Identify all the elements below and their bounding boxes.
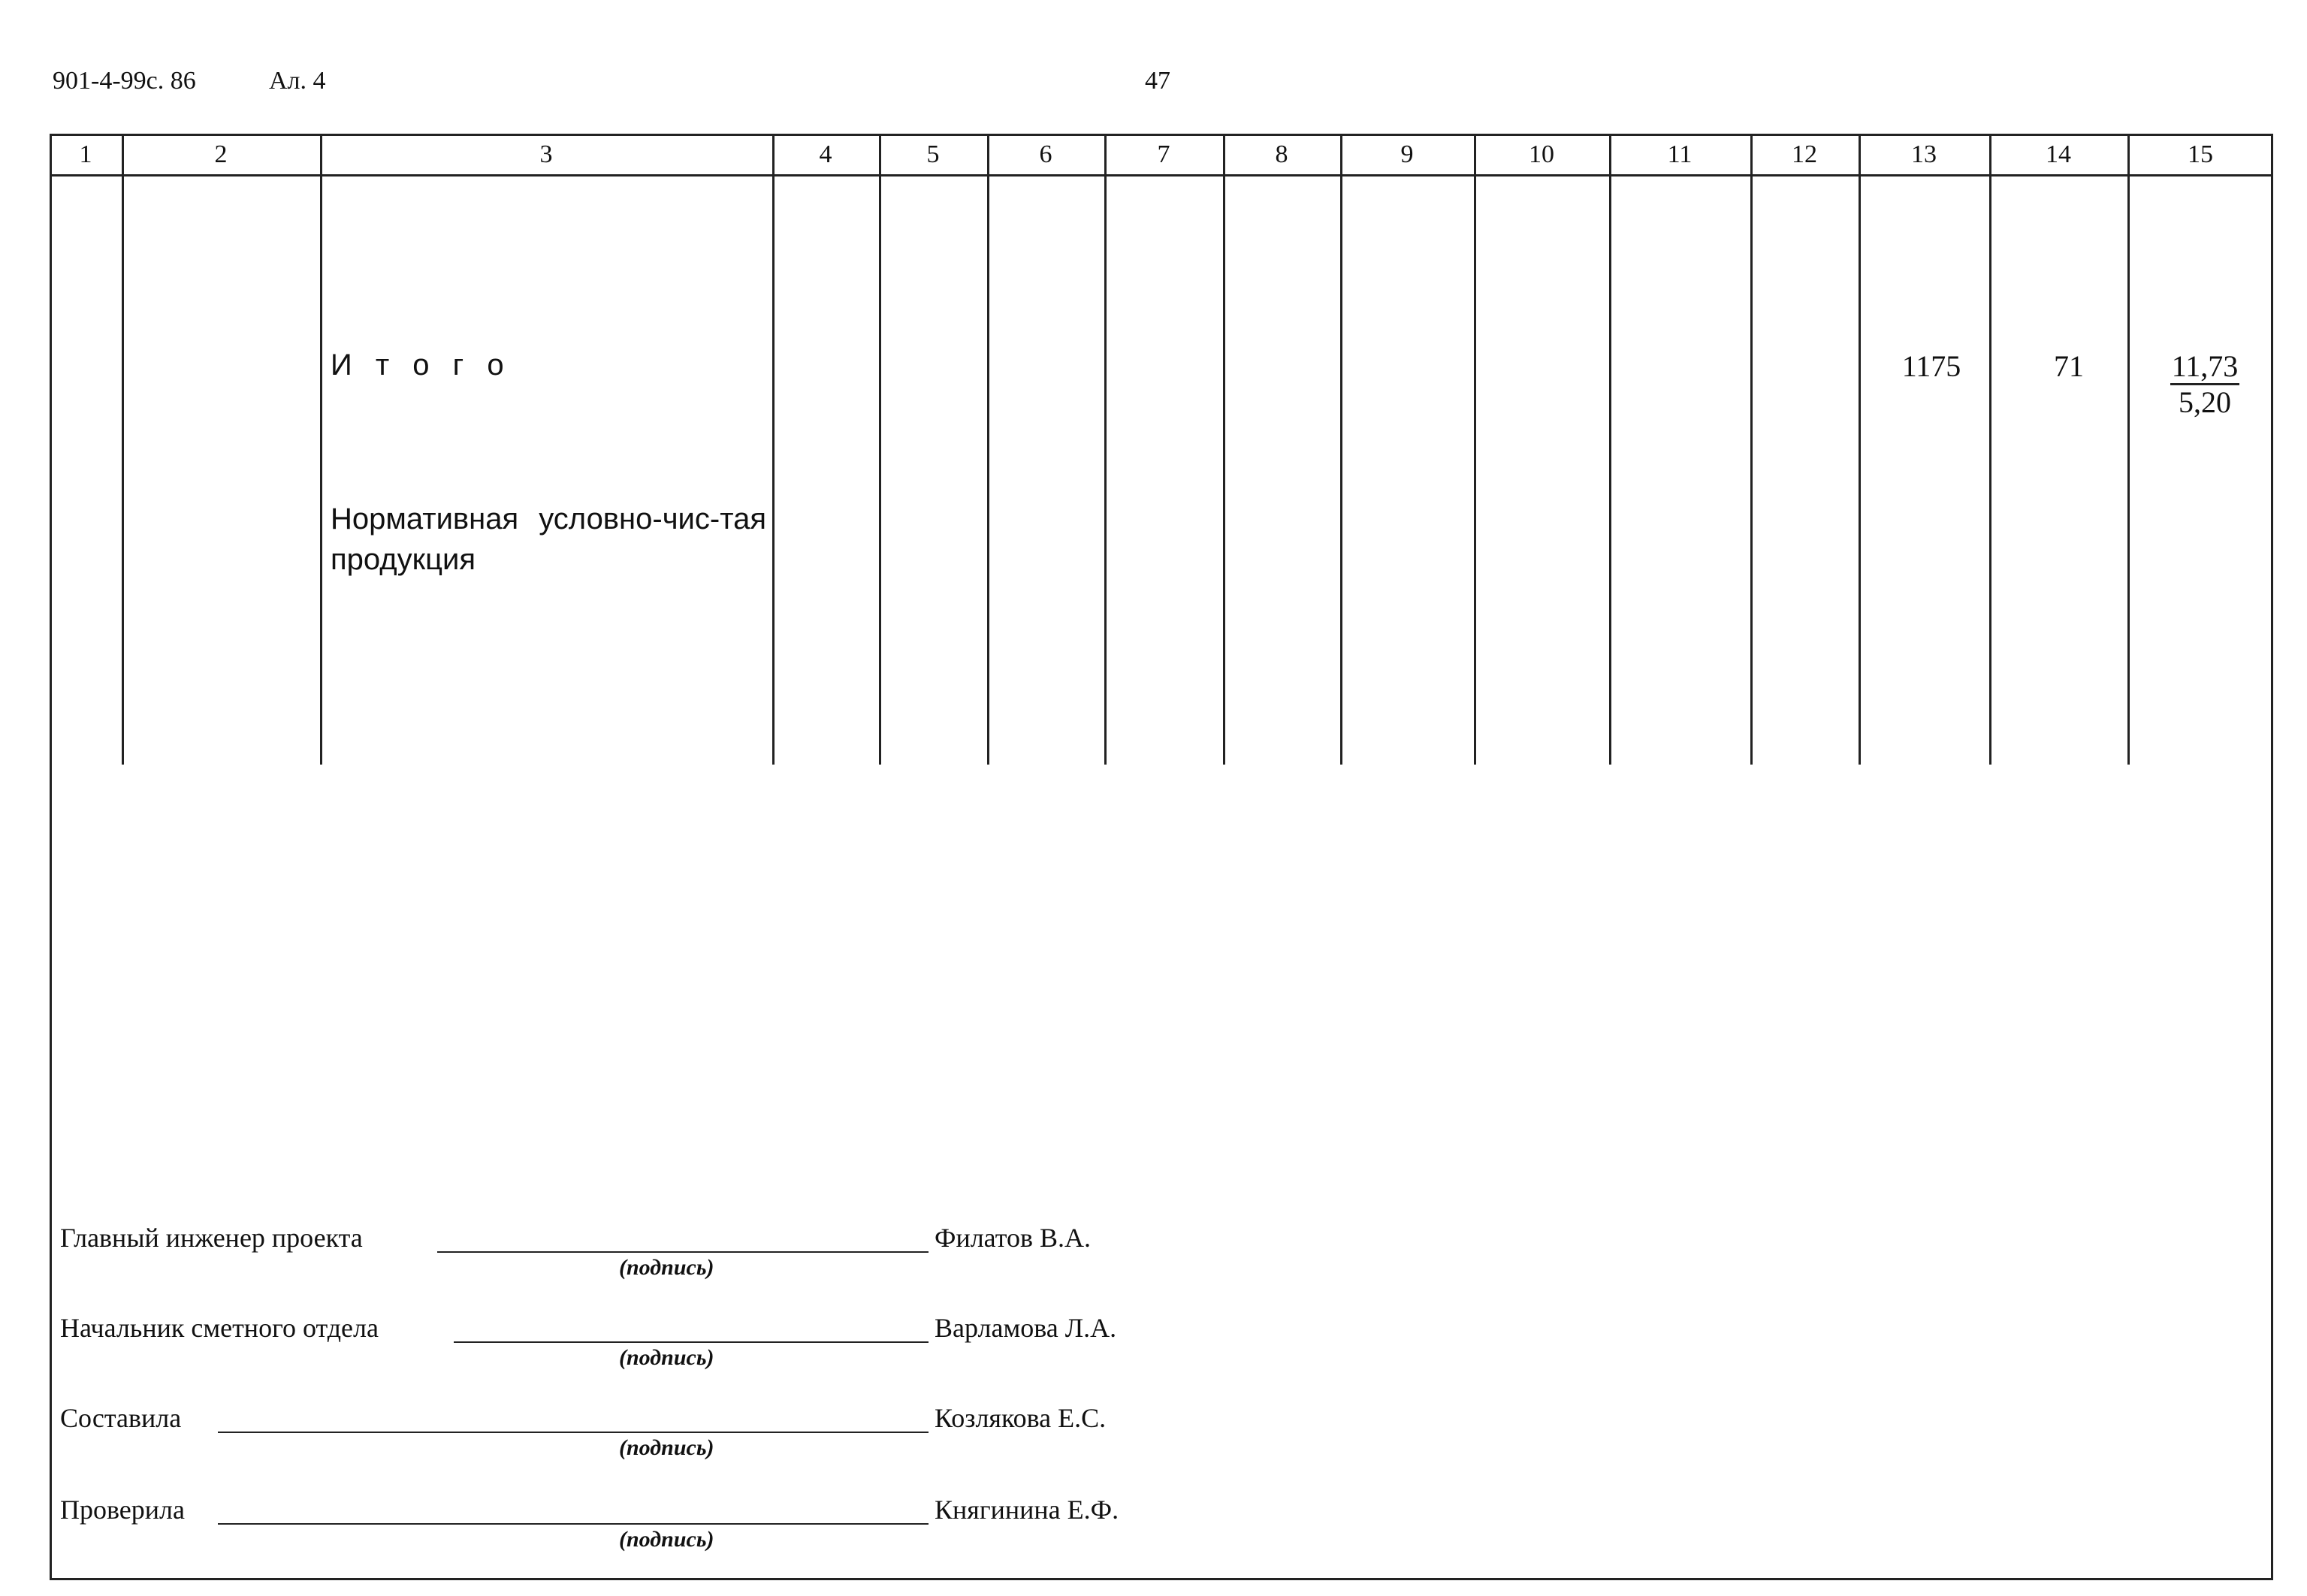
column-divider	[1223, 134, 1225, 765]
document-code: 901-4-99с. 86	[53, 67, 196, 95]
column-divider	[1340, 134, 1342, 765]
fraction-denominator: 5,20	[2179, 385, 2231, 419]
column-divider	[1104, 134, 1107, 765]
signature-row-estimates-head	[60, 1311, 1262, 1394]
total-value-col13: 1175	[1901, 349, 1961, 383]
normative-product-label: Нормативная условно-чис-тая продукция	[331, 502, 766, 576]
column-header-13: 13	[1911, 140, 1937, 168]
signature-row-compiled-by	[60, 1401, 1262, 1484]
column-header-15: 15	[2188, 140, 2213, 168]
column-divider	[1609, 134, 1611, 765]
column-divider	[987, 134, 989, 765]
signature-caption: (подпись)	[619, 1527, 714, 1552]
signature-caption: (подпись)	[619, 1255, 714, 1280]
column-header-12: 12	[1792, 140, 1817, 168]
column-header-9: 9	[1400, 140, 1414, 168]
header-row-divider	[50, 174, 2273, 176]
signatory-name: Княгинина Е.Ф.	[935, 1495, 1119, 1525]
signature-role: Проверила	[60, 1495, 185, 1525]
sheet-label: Ал. 4	[269, 67, 326, 95]
total-value-col15-fraction	[2156, 348, 2254, 421]
column-header-10: 10	[1529, 140, 1554, 168]
column-header-2: 2	[214, 140, 228, 168]
column-header-5: 5	[926, 140, 940, 168]
signature-line	[437, 1251, 929, 1253]
signature-caption: (подпись)	[619, 1345, 714, 1370]
signatory-name: Варламова Л.А.	[935, 1313, 1117, 1343]
signature-role: Составила	[60, 1403, 182, 1433]
signature-role: Главный инженер проекта	[60, 1223, 363, 1253]
column-divider	[772, 134, 775, 765]
column-header-14: 14	[2046, 140, 2071, 168]
column-divider	[1474, 134, 1476, 765]
column-divider	[1750, 134, 1753, 765]
signature-row-checked-by	[60, 1493, 1262, 1576]
signature-row-chief-engineer	[60, 1221, 1262, 1304]
total-row-label: И т о г о	[331, 348, 512, 382]
column-header-8: 8	[1275, 140, 1288, 168]
column-header-7: 7	[1157, 140, 1170, 168]
column-header-6: 6	[1039, 140, 1052, 168]
column-divider	[320, 134, 322, 765]
column-divider	[1989, 134, 1991, 765]
fraction-numerator: 11,73	[2170, 349, 2240, 385]
signature-line	[454, 1341, 929, 1343]
column-divider	[1859, 134, 1861, 765]
page-number: 47	[1145, 67, 1170, 95]
signatory-name: Филатов В.А.	[935, 1223, 1091, 1253]
column-header-4: 4	[819, 140, 832, 168]
signatory-name: Козлякова Е.С.	[935, 1403, 1107, 1433]
column-divider	[879, 134, 881, 765]
column-divider	[122, 134, 124, 765]
signature-line	[218, 1432, 929, 1433]
column-header-11: 11	[1667, 140, 1693, 168]
signature-role: Начальник сметного отдела	[60, 1313, 379, 1343]
total-value-col14: 71	[2054, 349, 2084, 383]
signature-line	[218, 1523, 929, 1525]
column-divider	[2127, 134, 2130, 765]
column-header-3: 3	[539, 140, 553, 168]
column-header-1: 1	[79, 140, 92, 168]
signature-caption: (подпись)	[619, 1435, 714, 1460]
